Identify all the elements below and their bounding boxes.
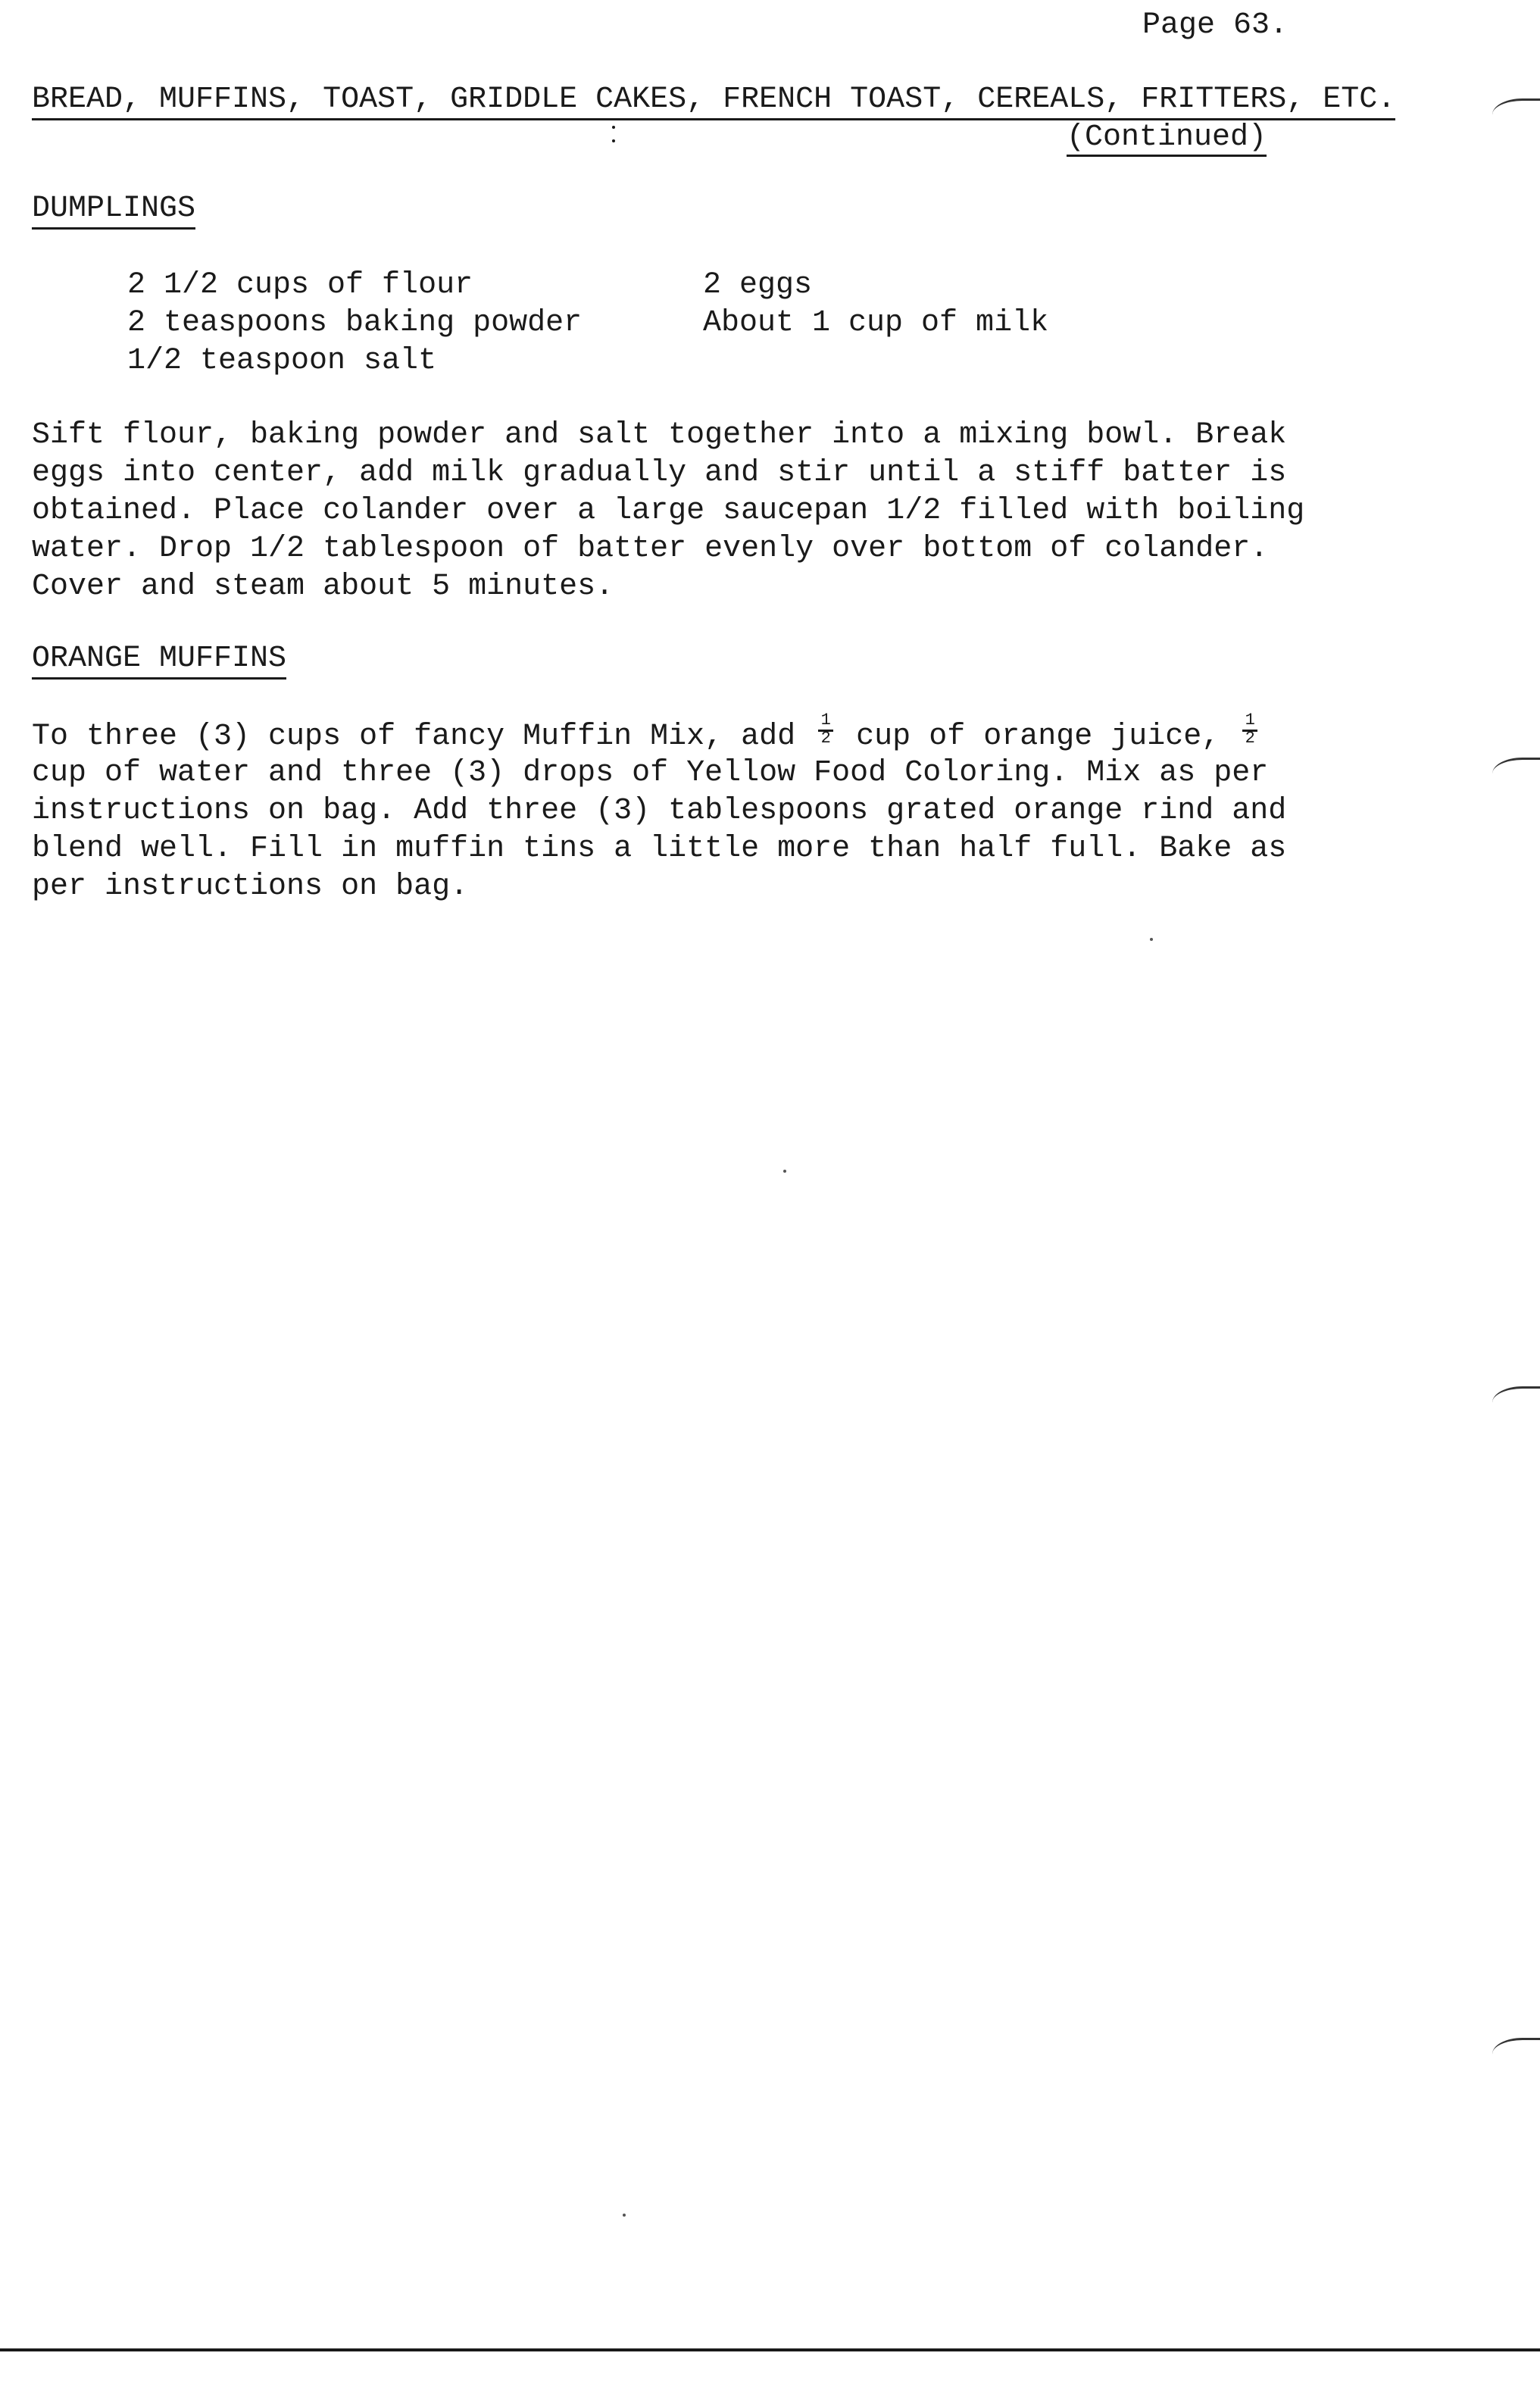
colon-mark xyxy=(612,123,615,145)
line-text: cup of orange juice, xyxy=(838,720,1239,754)
continued-label xyxy=(1067,120,1267,156)
binder-ring-mark xyxy=(1492,98,1540,131)
scan-speck xyxy=(1150,938,1153,941)
ingredients-right-column xyxy=(703,267,1048,342)
ingredient-item: About 1 cup of milk xyxy=(703,306,1049,340)
instruction-line: eggs into center, add milk gradually and stir until a stiff batter is xyxy=(32,456,1287,490)
continued-text: (Continued) xyxy=(1067,120,1267,157)
fraction-denominator: 2 xyxy=(820,729,831,748)
scan-speck xyxy=(783,1170,786,1173)
instruction-line: water. Drop 1/2 tablespoon of batter evenly over bottom of colander. xyxy=(32,532,1269,566)
ingredients-left-column xyxy=(127,267,582,380)
instruction-line: obtained. Place colander over a large saucepan 1/2 filled with boiling xyxy=(32,494,1305,528)
orange-muffins-instructions xyxy=(32,711,1395,906)
instruction-line: Cover and steam about 5 minutes. xyxy=(32,570,614,604)
dumplings-instructions xyxy=(32,417,1395,606)
binder-ring-mark xyxy=(1492,2038,1540,2070)
fraction-denominator: 2 xyxy=(1245,729,1255,748)
ingredient-item: 2 teaspoons baking powder xyxy=(127,306,583,340)
instruction-line: cup of water and three (3) drops of Yellow Food Coloring. Mix as per xyxy=(32,756,1269,790)
instruction-line xyxy=(32,711,1395,755)
instruction-line: blend well. Fill in muffin tins a little more than half full. Bake as xyxy=(32,832,1287,866)
ingredient-item: 2 eggs xyxy=(703,268,813,302)
page-number: Page 63. xyxy=(1142,8,1289,42)
dumplings-heading: DUMPLINGS xyxy=(32,191,195,230)
line-text: To three (3) cups of fancy Muffin Mix, add xyxy=(32,720,814,754)
instruction-line: Sift flour, baking powder and salt together into a mixing bowl. Break xyxy=(32,418,1287,452)
orange-muffins-heading: ORANGE MUFFINS xyxy=(32,641,286,680)
fraction-half xyxy=(817,711,835,748)
instruction-line: instructions on bag. Add three (3) tablespoons grated orange rind and xyxy=(32,794,1287,828)
ingredient-item: 2 1/2 cups of flour xyxy=(127,268,473,302)
section-title: BREAD, MUFFINS, TOAST, GRIDDLE CAKES, FRENCH TOAST, CEREALS, FRITTERS, ETC. xyxy=(32,82,1395,120)
instruction-line: per instructions on bag. xyxy=(32,870,469,904)
fraction-numerator: 1 xyxy=(820,711,831,730)
fraction-half xyxy=(1241,711,1259,748)
bottom-edge-rule xyxy=(0,2348,1540,2351)
binder-ring-mark xyxy=(1492,1386,1540,1419)
binder-ring-mark xyxy=(1492,758,1540,790)
ingredient-item: 1/2 teaspoon salt xyxy=(127,344,437,378)
fraction-numerator: 1 xyxy=(1245,711,1255,730)
scan-speck xyxy=(623,2214,626,2217)
